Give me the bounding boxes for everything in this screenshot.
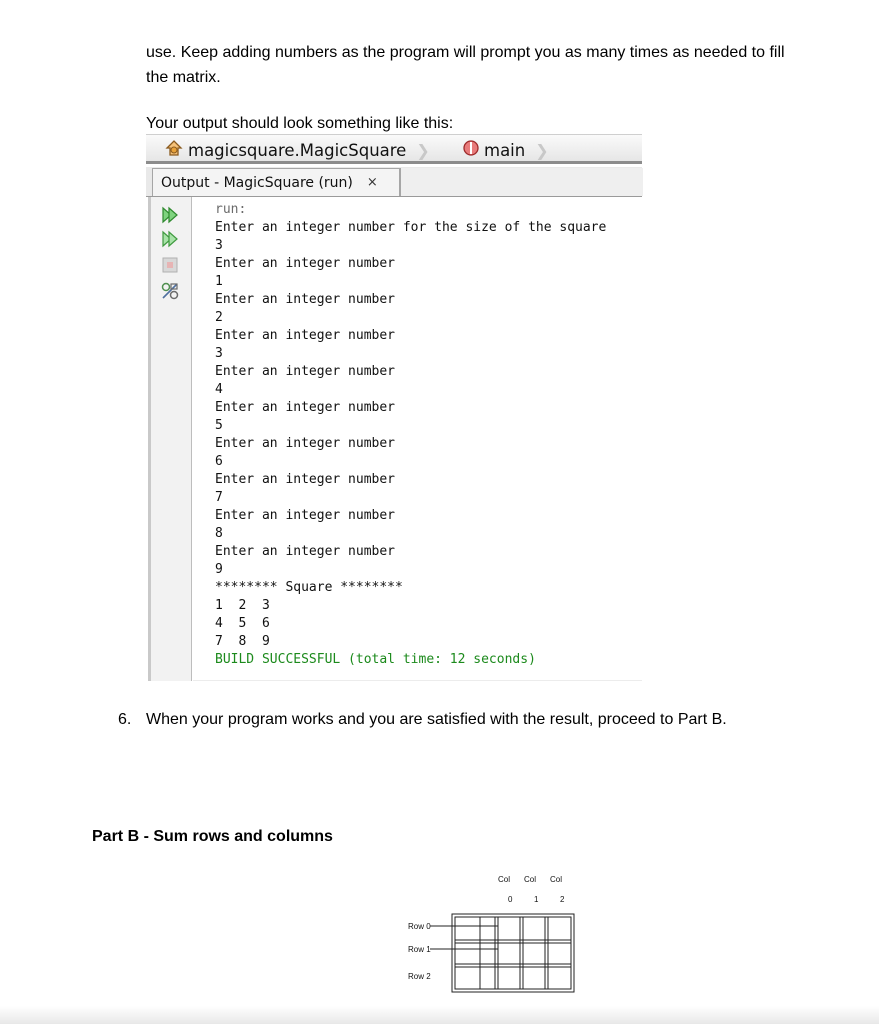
breadcrumb-method-label: main [484, 140, 526, 160]
class-icon [164, 139, 184, 161]
console-line: Enter an integer number [215, 400, 396, 415]
settings-icon[interactable] [160, 281, 180, 301]
close-icon[interactable]: × [366, 175, 378, 190]
output-console[interactable] [193, 197, 642, 681]
console-line: ******** Square ******** [215, 580, 403, 595]
rerun-icon[interactable] [160, 205, 180, 225]
col-header: Col [498, 875, 511, 884]
col-number: 2 [560, 895, 565, 904]
console-line: Enter an integer number [215, 436, 396, 451]
console-line: 7 [215, 490, 223, 505]
matrix-diagram [400, 870, 590, 1000]
row-label: Row 2 [408, 972, 431, 981]
row-label: Row 0 [408, 922, 431, 931]
console-line: Enter an integer number [215, 364, 396, 379]
console-line: 6 [215, 454, 223, 469]
chevron-right-icon: ❯ [535, 140, 549, 160]
tab-bar-empty [400, 168, 643, 196]
output-tab-label: Output - MagicSquare (run) [161, 174, 353, 191]
console-line: 3 [215, 346, 223, 361]
breadcrumb-project-label: magicsquare.MagicSquare [188, 140, 407, 160]
col-number: 0 [508, 895, 513, 904]
col-header: Col [524, 875, 537, 884]
output-tab-bar [146, 167, 642, 197]
console-line: Enter an integer number [215, 508, 396, 523]
console-line: run: [215, 202, 247, 217]
console-line: Enter an integer number [215, 292, 396, 307]
rerun-with-options-icon[interactable] [160, 229, 180, 249]
console-line: Enter an integer number [215, 328, 396, 343]
method-icon [462, 139, 480, 161]
intro-paragraph: use. Keep adding numbers as the program will prompt you as many times as needed to fill the matrix. [146, 44, 785, 86]
console-line: Enter an integer number [215, 256, 396, 271]
stop-icon[interactable] [160, 255, 180, 275]
breadcrumb-bar [146, 134, 642, 164]
console-line: 9 [215, 562, 223, 577]
breadcrumb-method[interactable] [462, 138, 549, 162]
console-line: 4 [215, 382, 223, 397]
tab-output[interactable] [152, 168, 400, 196]
console-line: 1 [215, 274, 223, 289]
console-line: 3 [215, 238, 223, 253]
console-line: Enter an integer number [215, 544, 396, 559]
matrix-grid [400, 870, 590, 1000]
console-line: BUILD SUCCESSFUL (total time: 12 seconds) [215, 652, 536, 667]
page-edge-shadow [0, 1006, 879, 1024]
part-b-heading: Part B - Sum rows and columns [92, 828, 333, 845]
ide-screenshot [146, 134, 642, 681]
col-header: Col [550, 875, 563, 884]
step-text: When your program works and you are satisfied with the result, proceed to Part B. [146, 711, 727, 728]
output-toolbar [148, 197, 192, 681]
console-line: 5 [215, 418, 223, 433]
console-line: 1 2 3 [215, 598, 270, 613]
console-line: Enter an integer number for the size of the square [215, 220, 607, 235]
console-line: Enter an integer number [215, 472, 396, 487]
console-line: 7 8 9 [215, 634, 270, 649]
console-line: 8 [215, 526, 223, 541]
output-lead-text: Your output should look something like this: [146, 115, 454, 132]
row-label: Row 1 [408, 945, 431, 954]
col-number: 1 [534, 895, 539, 904]
step-number: 6. [118, 711, 132, 728]
console-line: 4 5 6 [215, 616, 270, 631]
chevron-right-icon: ❯ [416, 140, 430, 160]
breadcrumb-project[interactable] [164, 138, 430, 162]
console-line: 2 [215, 310, 223, 325]
